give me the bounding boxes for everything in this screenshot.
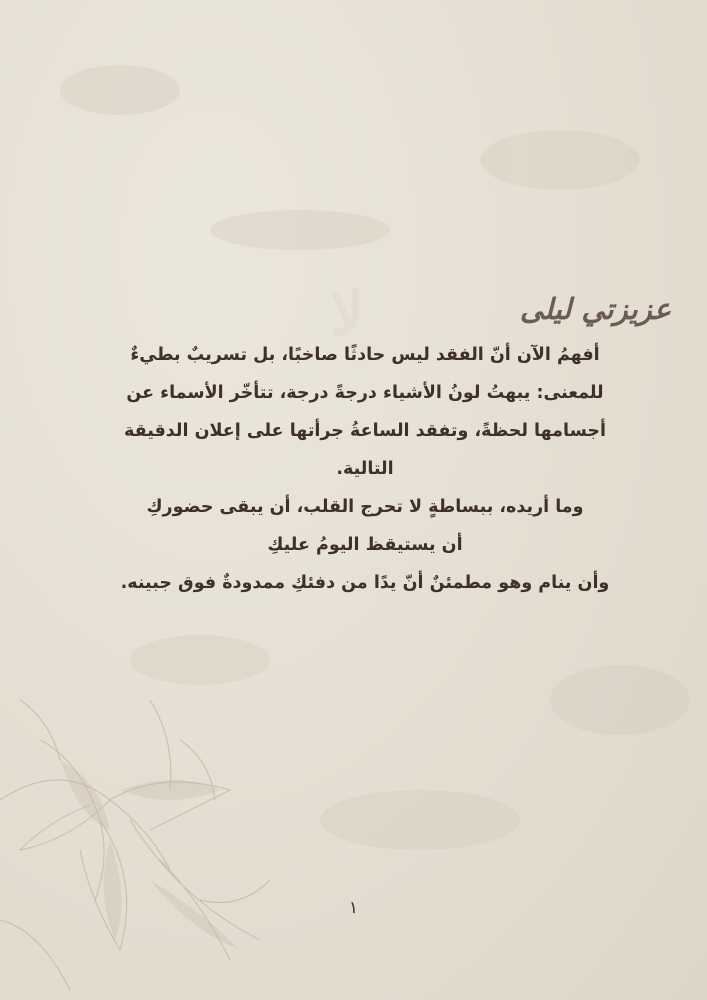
letter-line-4: التالية. <box>336 459 394 479</box>
svg-text:ﻻ: ﻻ <box>330 280 365 350</box>
letter-line-7: وأن ينام وهو مطمئنٌ أنّ يدًا من دفئكِ ممدودةٌ فوق جبينه. <box>120 573 610 593</box>
letter-line-3: أجسامها لحظةً، وتفقد الساعةُ جرأتها على إعلان الدقيقة <box>123 421 606 441</box>
letter-line-1: أفهمُ الآن أنّ الفقد ليس حادثًا صاخبًا، بل تسريبٌ بطيءٌ <box>130 345 600 365</box>
page-number: ١ <box>348 898 359 918</box>
letter-line-2: للمعنى: يبهتُ لونُ الأشياء درجةً درجة، تتأخّر الأسماء عن <box>126 383 604 403</box>
letter-body <box>55 336 675 602</box>
letter-title: عزيزتي ليلى <box>519 292 671 326</box>
letter-line-6: أن يستيقظ اليومُ عليكِ <box>267 535 463 555</box>
letter-line-5: وما أريده، ببساطةٍ لا تحرج القلب، أن يبقى حضوركِ <box>146 497 584 517</box>
letter-content <box>55 292 675 602</box>
